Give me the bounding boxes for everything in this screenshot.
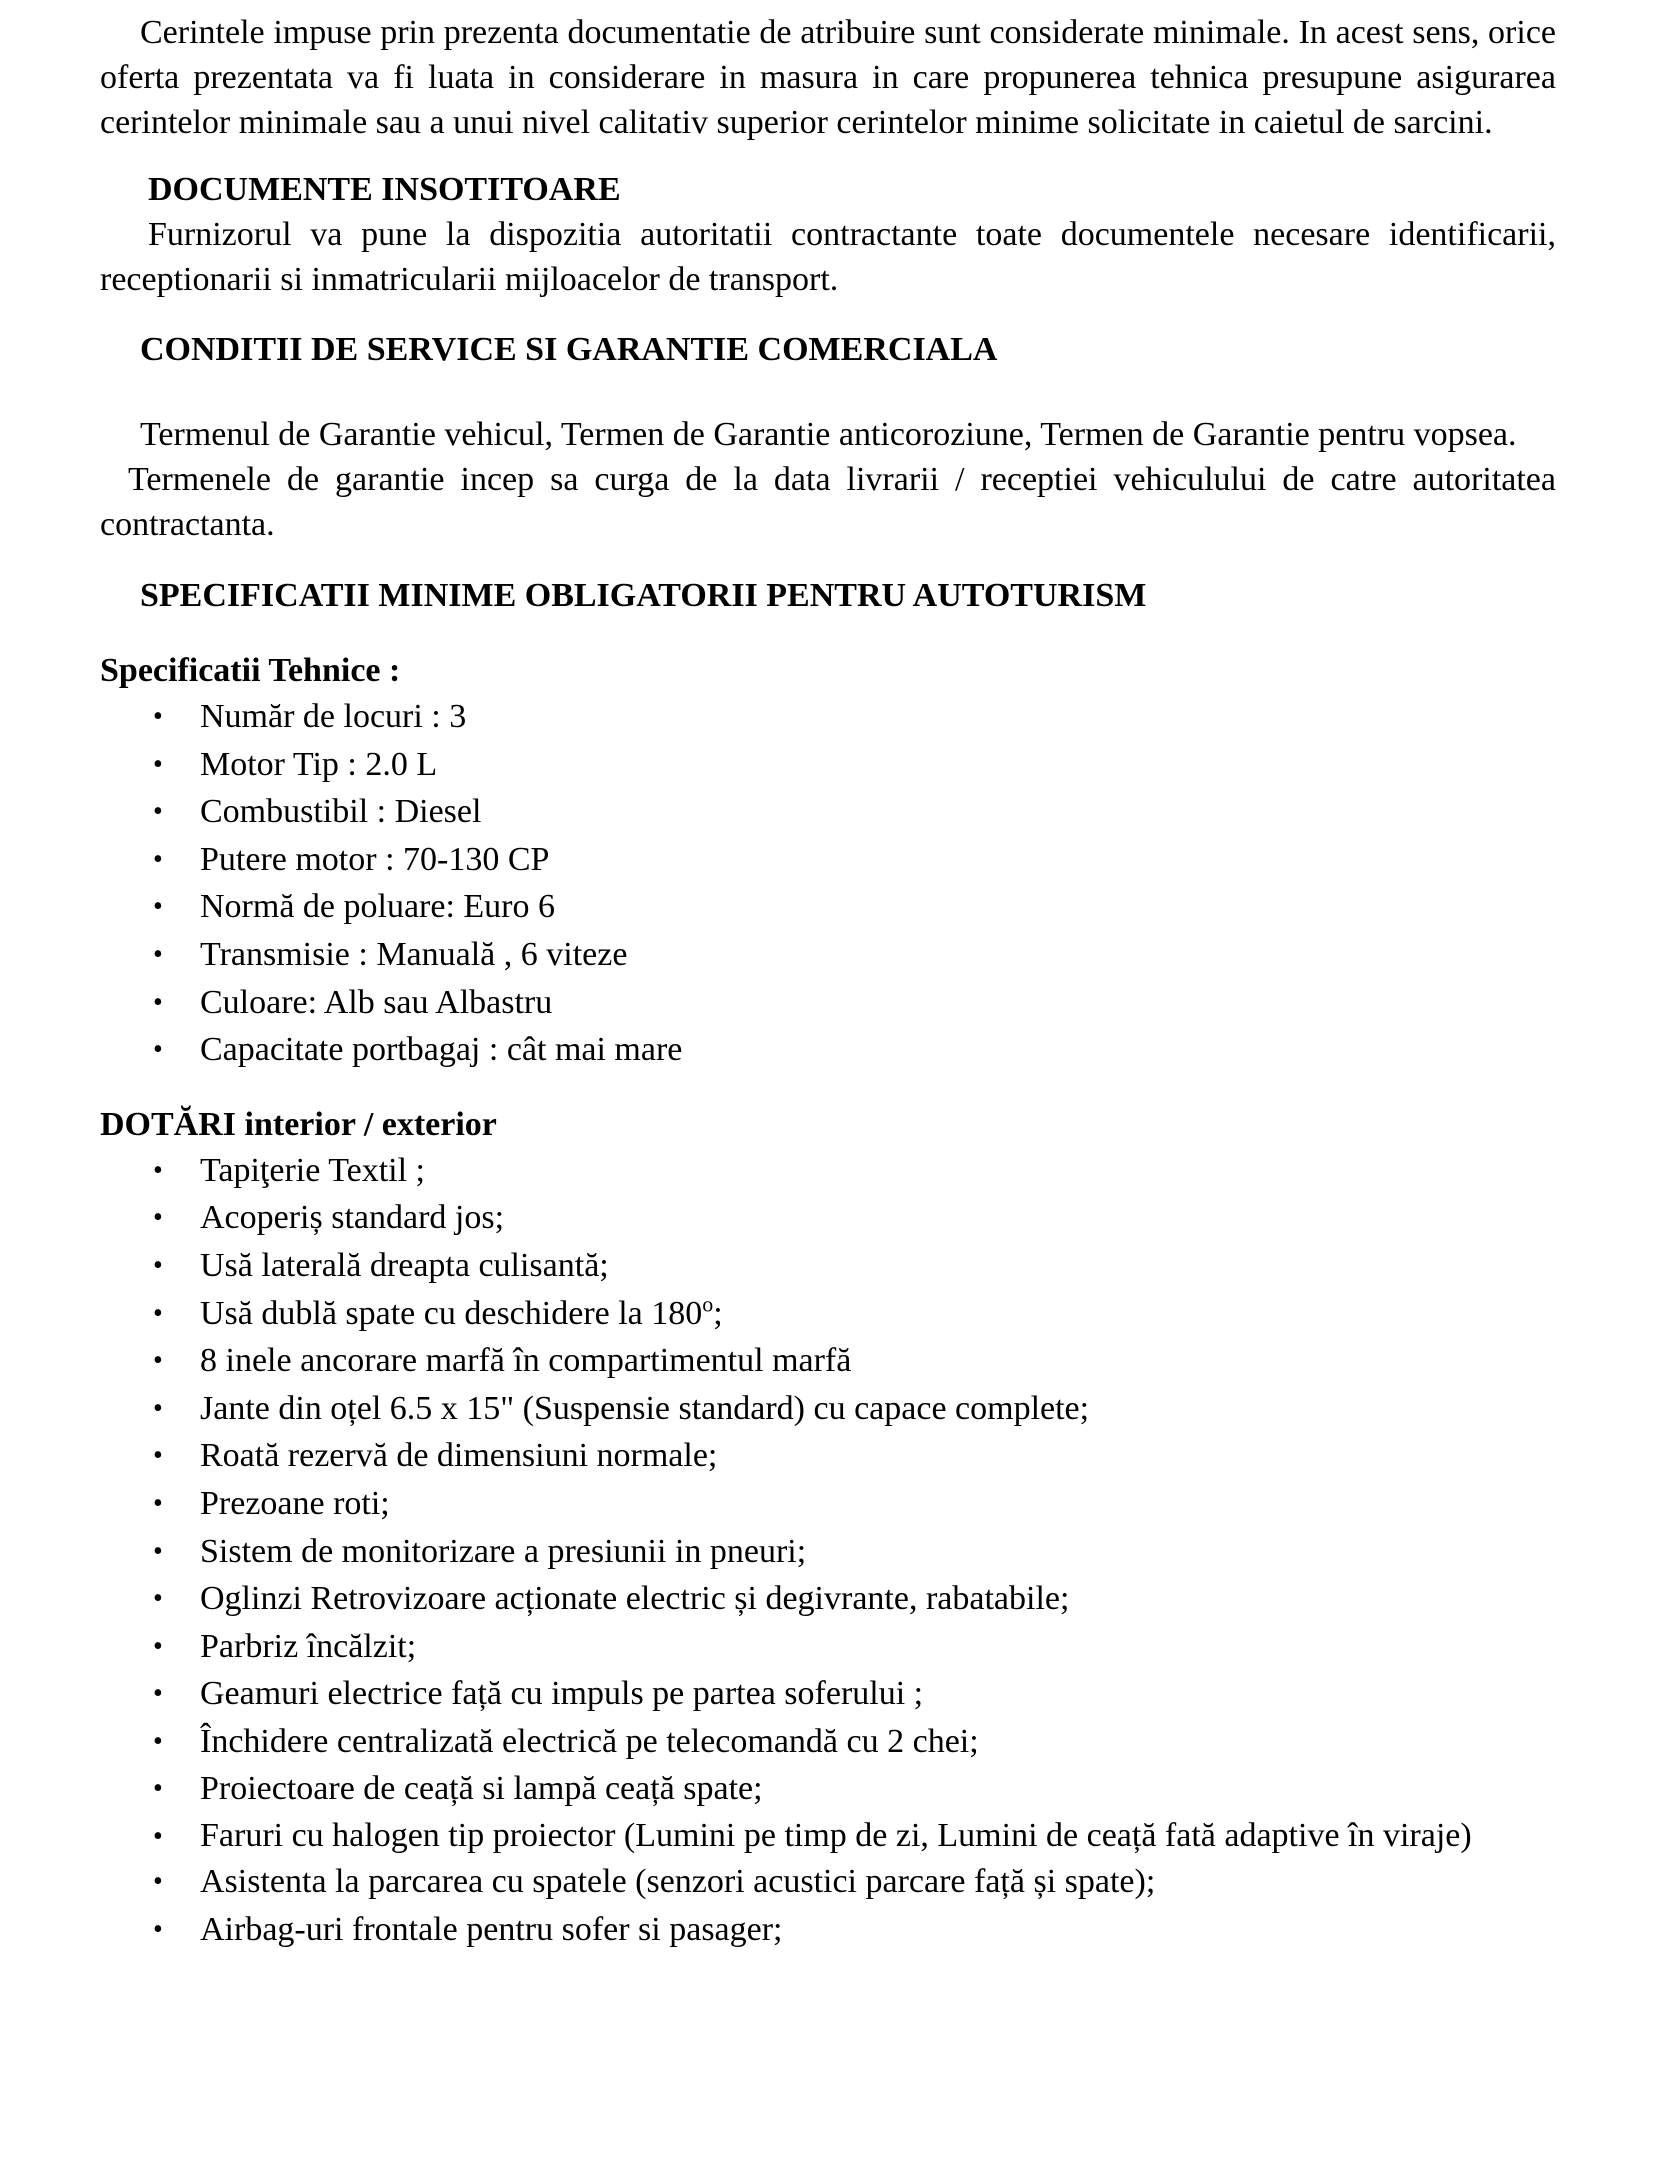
bullet-icon: • — [153, 1345, 163, 1377]
bullet-icon: • — [153, 1535, 163, 1567]
degree-superscript: o — [702, 1291, 714, 1317]
list-item — [100, 1385, 1556, 1433]
list-item-text: Airbag-uri frontale pentru sofer si pasager; — [200, 1910, 783, 1948]
bullet-icon: • — [153, 1034, 163, 1066]
list-item-text: Usă dublă spate cu deschidere la 180 — [200, 1294, 703, 1332]
list-item-text: 8 inele ancorare marfă în compartimentul marfă — [200, 1342, 852, 1380]
bullet-icon: • — [153, 748, 163, 780]
degree-suffix: ; — [713, 1294, 723, 1332]
dotari-heading — [100, 1102, 1556, 1147]
list-item — [100, 1480, 1556, 1528]
list-item-text: Tapiţerie Textil ; — [200, 1151, 425, 1189]
service-paragraph-2: Termenele de garantie incep sa curga de la data livrarii / receptiei vehiculului de catre autoritatea contractanta. — [100, 461, 1556, 543]
service-paragraph-1: Termenul de Garantie vehicul, Termen de Garantie anticoroziune, Termen de Garantie pentru vopsea. — [140, 416, 1517, 453]
list-item — [100, 931, 1556, 979]
list-item-text: Parbriz încălzit; — [200, 1627, 417, 1665]
list-item-text-with-degree — [200, 1290, 1556, 1338]
list-item — [100, 1242, 1556, 1290]
bullet-icon: • — [153, 1202, 163, 1234]
bullet-icon: • — [153, 891, 163, 923]
list-item — [100, 1337, 1556, 1385]
list-item — [100, 788, 1556, 836]
dotari-heading-main: DOTĂRI — [100, 1105, 237, 1143]
bullet-icon: • — [153, 1583, 163, 1615]
list-item-text: Jante din oțel 6.5 x 15" (Suspensie standard) cu capace complete; — [200, 1389, 1090, 1427]
bullet-icon: • — [153, 1297, 163, 1329]
list-item — [100, 693, 1556, 741]
bullet-icon: • — [153, 1913, 163, 1945]
list-item-text: Închidere centralizată electrică pe telecomandă cu 2 chei; — [200, 1722, 979, 1760]
list-item — [100, 1026, 1556, 1074]
list-item — [100, 1718, 1556, 1766]
list-item-text: Motor Tip : 2.0 L — [200, 745, 438, 783]
list-item — [100, 1906, 1556, 1954]
list-item-text: Transmisie : Manuală , 6 viteze — [200, 935, 628, 973]
list-item — [100, 979, 1556, 1027]
bullet-icon: • — [153, 701, 163, 732]
list-item — [100, 1813, 1556, 1858]
list-item-text: Geamuri electrice față cu impuls pe partea soferului ; — [200, 1675, 924, 1713]
bullet-icon: • — [153, 1773, 163, 1805]
dotari-heading-rest: interior / exterior — [236, 1105, 497, 1143]
document-page — [100, 10, 1556, 1953]
bullet-icon: • — [153, 1249, 163, 1281]
list-item-text: Asistenta la parcarea cu spatele (senzori acustici parcare față și spate); — [200, 1863, 1156, 1901]
list-item-text: Capacitate portbagaj : cât mai mare — [200, 1031, 683, 1069]
bullet-icon: • — [153, 1487, 163, 1519]
documente-heading: DOCUMENTE INSOTITOARE — [148, 171, 621, 208]
service-heading: CONDITII DE SERVICE SI GARANTIE COMERCIALA — [140, 331, 998, 368]
dotari-list — [100, 1147, 1556, 1954]
documente-paragraph: Furnizorul va pune la dispozitia autoritatii contractante toate documentele necesare identificarii, receptionarii si inmatricularii mijloacelor de transport. — [100, 216, 1556, 298]
specificatii-heading: SPECIFICATII MINIME OBLIGATORII PENTRU AUTOTURISM — [140, 577, 1147, 614]
list-item — [100, 1432, 1556, 1480]
list-item — [100, 1858, 1556, 1906]
bullet-icon: • — [153, 1630, 163, 1662]
list-item — [100, 1290, 1556, 1338]
bullet-icon: • — [153, 1866, 163, 1898]
list-item-text: Faruri cu halogen tip proiector (Lumini pe timp de zi, Lumini de ceață fată adaptive în viraje) — [200, 1817, 1472, 1855]
list-item — [100, 1528, 1556, 1576]
intro-paragraph: Cerintele impuse prin prezenta documentatie de atribuire sunt considerate minimale. In acest sens, orice oferta prezentata va fi luata in considerare in masura in care propunerea tehnica presupune asigurarea cerintelor minimale sau a unui nivel calitativ superior cerintelor minime solicitate in caietul de sarcini. — [100, 14, 1556, 141]
bullet-icon: • — [153, 1392, 163, 1424]
bullet-icon: • — [153, 1440, 163, 1472]
list-item-text: Prezoane roti; — [200, 1484, 390, 1522]
list-item — [100, 741, 1556, 789]
bullet-icon: • — [153, 1154, 163, 1186]
list-item-text: Proiectoare de ceață si lampă ceață spate; — [200, 1770, 763, 1808]
bullet-icon: • — [153, 1821, 163, 1853]
bullet-icon: • — [153, 1678, 163, 1710]
bullet-icon: • — [153, 843, 163, 875]
bullet-icon: • — [153, 1725, 163, 1757]
tehnice-list — [100, 693, 1556, 1074]
list-item — [100, 1194, 1556, 1242]
bullet-icon: • — [153, 796, 163, 828]
list-item-text: Putere motor : 70-130 CP — [200, 840, 550, 878]
list-item — [100, 883, 1556, 931]
list-item-text: Roată rezervă de dimensiuni normale; — [200, 1437, 718, 1475]
bullet-icon: • — [153, 986, 163, 1018]
list-item-text: Normă de poluare: Euro 6 — [200, 888, 555, 926]
list-item — [100, 836, 1556, 884]
list-item-text: Usă laterală dreapta culisantă; — [200, 1246, 609, 1284]
list-item-text: Culoare: Alb sau Albastru — [200, 983, 553, 1021]
list-item — [100, 1147, 1556, 1195]
list-item — [100, 1623, 1556, 1671]
list-item-text: Oglinzi Retrovizoare acționate electric și degivrante, rabatabile; — [200, 1580, 1070, 1618]
list-item-text: Număr de locuri : 3 — [200, 698, 467, 735]
list-item-text: Combustibil : Diesel — [200, 793, 482, 831]
list-item — [100, 1670, 1556, 1718]
bullet-icon: • — [153, 938, 163, 970]
list-item-text: Acoperiș standard jos; — [200, 1199, 505, 1237]
tehnice-heading: Specificatii Tehnice : — [100, 652, 401, 689]
list-item — [100, 1575, 1556, 1623]
list-item-text: Sistem de monitorizare a presiunii in pneuri; — [200, 1532, 807, 1570]
list-item — [100, 1765, 1556, 1813]
